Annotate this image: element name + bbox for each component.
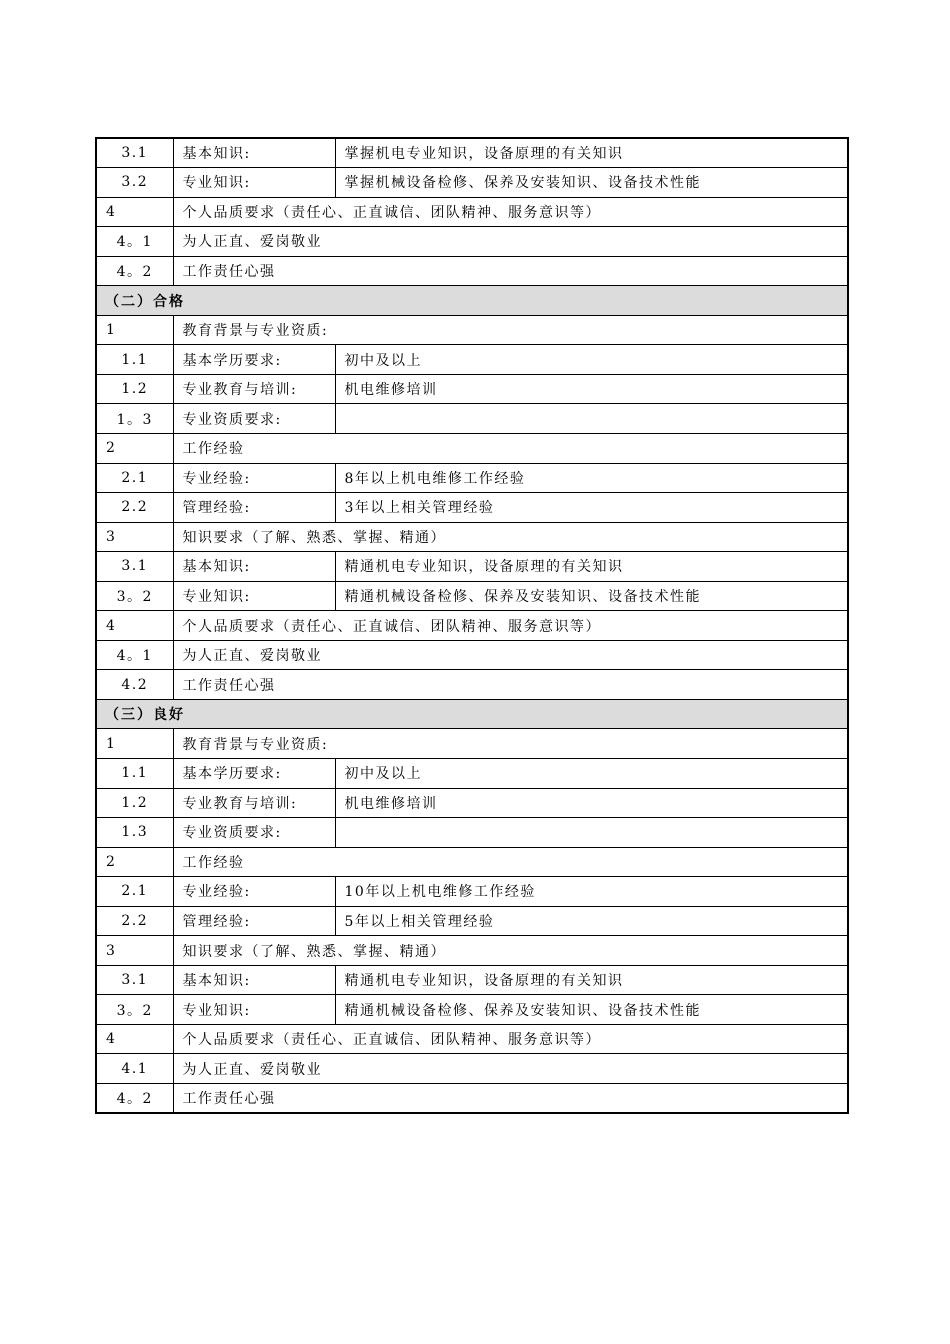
item-value: 精通机电专业知识，设备原理的有关知识 xyxy=(335,965,848,995)
item-value xyxy=(335,818,848,848)
table-row xyxy=(96,1054,848,1084)
table-row xyxy=(96,847,848,877)
table-row xyxy=(96,374,848,404)
item-number: 1.2 xyxy=(96,788,173,818)
item-label: 专业教育与培训: xyxy=(173,788,335,818)
item-label: 个人品质要求（责任心、正直诚信、团队精神、服务意识等） xyxy=(173,197,848,227)
table-row xyxy=(96,788,848,818)
item-label: 基本学历要求: xyxy=(173,345,335,375)
item-label: 专业知识: xyxy=(173,581,335,611)
table-row xyxy=(96,315,848,345)
item-value: 掌握机械设备检修、保养及安装知识、设备技术性能 xyxy=(335,168,848,198)
table-row xyxy=(96,1084,848,1114)
item-number: 3.2 xyxy=(96,168,173,198)
item-value: 10年以上机电维修工作经验 xyxy=(335,877,848,907)
table-row xyxy=(96,670,848,700)
item-label: 基本知识: xyxy=(173,138,335,168)
item-label: 专业经验: xyxy=(173,463,335,493)
table-row xyxy=(96,227,848,257)
table-row xyxy=(96,906,848,936)
item-value: 掌握机电专业知识，设备原理的有关知识 xyxy=(335,138,848,168)
item-label: 基本知识: xyxy=(173,552,335,582)
item-label: 专业知识: xyxy=(173,168,335,198)
item-number: 3.1 xyxy=(96,965,173,995)
item-label: 专业教育与培训: xyxy=(173,374,335,404)
item-number: 4.1 xyxy=(96,1054,173,1084)
item-value: 初中及以上 xyxy=(335,758,848,788)
item-number: 2 xyxy=(96,847,173,877)
section-title: （二）合格 xyxy=(96,286,848,316)
item-value: 初中及以上 xyxy=(335,345,848,375)
item-label: 教育背景与专业资质: xyxy=(173,729,848,759)
item-label: 工作责任心强 xyxy=(173,670,848,700)
item-label: 教育背景与专业资质: xyxy=(173,315,848,345)
table-row xyxy=(96,138,848,168)
table-row xyxy=(96,936,848,966)
table-row xyxy=(96,552,848,582)
item-number: 2.2 xyxy=(96,906,173,936)
item-label: 知识要求（了解、熟悉、掌握、精通） xyxy=(173,936,848,966)
item-number: 3 xyxy=(96,936,173,966)
item-number: 3。2 xyxy=(96,581,173,611)
item-value: 5年以上相关管理经验 xyxy=(335,906,848,936)
table-row xyxy=(96,522,848,552)
table-row xyxy=(96,168,848,198)
item-number: 2 xyxy=(96,433,173,463)
item-label: 管理经验: xyxy=(173,906,335,936)
item-number: 4。2 xyxy=(96,256,173,286)
item-number: 4 xyxy=(96,1024,173,1054)
item-label: 知识要求（了解、熟悉、掌握、精通） xyxy=(173,522,848,552)
item-number: 1.1 xyxy=(96,345,173,375)
item-label: 为人正直、爱岗敬业 xyxy=(173,227,848,257)
item-label: 专业知识: xyxy=(173,995,335,1025)
item-number: 4.2 xyxy=(96,670,173,700)
item-number: 4。1 xyxy=(96,640,173,670)
item-number: 4 xyxy=(96,197,173,227)
table-row xyxy=(96,729,848,759)
item-number: 3。2 xyxy=(96,995,173,1025)
table-row xyxy=(96,1024,848,1054)
item-label: 工作经验 xyxy=(173,433,848,463)
item-number: 1.1 xyxy=(96,758,173,788)
table-row xyxy=(96,640,848,670)
item-number: 4 xyxy=(96,611,173,641)
item-number: 2.1 xyxy=(96,877,173,907)
item-number: 2.1 xyxy=(96,463,173,493)
item-number: 3.1 xyxy=(96,138,173,168)
item-value: 3年以上相关管理经验 xyxy=(335,493,848,523)
item-label: 个人品质要求（责任心、正直诚信、团队精神、服务意识等） xyxy=(173,1024,848,1054)
table-row xyxy=(96,463,848,493)
requirements-table xyxy=(95,137,849,1114)
table-row xyxy=(96,404,848,434)
item-label: 工作责任心强 xyxy=(173,256,848,286)
table-row xyxy=(96,493,848,523)
item-number: 2.2 xyxy=(96,493,173,523)
table-row xyxy=(96,818,848,848)
table-row xyxy=(96,758,848,788)
section-title: （三）良好 xyxy=(96,699,848,729)
table-row xyxy=(96,256,848,286)
item-label: 为人正直、爱岗敬业 xyxy=(173,1054,848,1084)
item-number: 1.2 xyxy=(96,374,173,404)
item-label: 工作经验 xyxy=(173,847,848,877)
item-value: 精通机械设备检修、保养及安装知识、设备技术性能 xyxy=(335,995,848,1025)
table-row xyxy=(96,345,848,375)
requirements-table-body xyxy=(96,138,848,1113)
table-row xyxy=(96,197,848,227)
section-header-row xyxy=(96,286,848,316)
item-value: 精通机械设备检修、保养及安装知识、设备技术性能 xyxy=(335,581,848,611)
table-row xyxy=(96,433,848,463)
item-label: 专业经验: xyxy=(173,877,335,907)
item-number: 1.3 xyxy=(96,818,173,848)
item-label: 个人品质要求（责任心、正直诚信、团队精神、服务意识等） xyxy=(173,611,848,641)
item-value xyxy=(335,404,848,434)
item-number: 1 xyxy=(96,315,173,345)
item-label: 基本学历要求: xyxy=(173,758,335,788)
item-label: 专业资质要求: xyxy=(173,818,335,848)
item-value: 机电维修培训 xyxy=(335,374,848,404)
table-row xyxy=(96,965,848,995)
item-label: 工作责任心强 xyxy=(173,1084,848,1114)
item-label: 管理经验: xyxy=(173,493,335,523)
item-number: 1 xyxy=(96,729,173,759)
table-row xyxy=(96,611,848,641)
item-value: 8年以上机电维修工作经验 xyxy=(335,463,848,493)
item-value: 精通机电专业知识，设备原理的有关知识 xyxy=(335,552,848,582)
item-number: 4。1 xyxy=(96,227,173,257)
table-row xyxy=(96,995,848,1025)
item-label: 为人正直、爱岗敬业 xyxy=(173,640,848,670)
item-label: 基本知识: xyxy=(173,965,335,995)
item-number: 3.1 xyxy=(96,552,173,582)
item-number: 4。2 xyxy=(96,1084,173,1114)
table-row xyxy=(96,877,848,907)
item-number: 3 xyxy=(96,522,173,552)
item-number: 1。3 xyxy=(96,404,173,434)
section-header-row xyxy=(96,699,848,729)
table-row xyxy=(96,581,848,611)
item-label: 专业资质要求: xyxy=(173,404,335,434)
item-value: 机电维修培训 xyxy=(335,788,848,818)
